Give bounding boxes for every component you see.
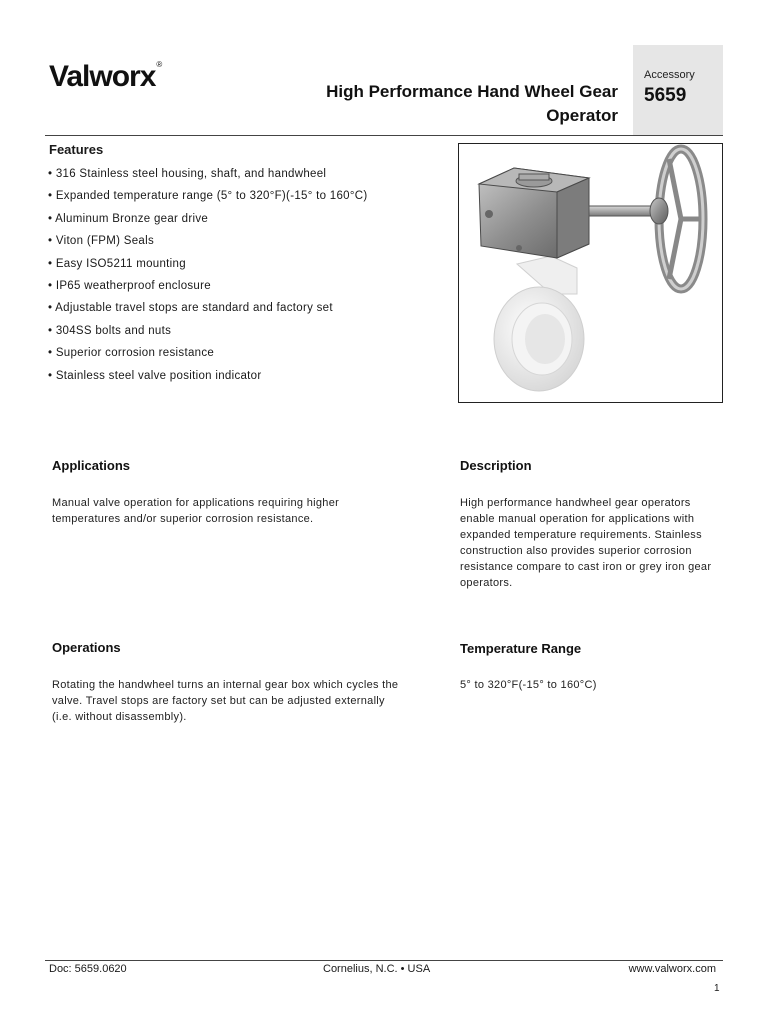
accessory-label: Accessory (644, 69, 695, 81)
feature-item: • Expanded temperature range (5° to 320°F)(-15° to 160°C) (48, 190, 368, 203)
page-number: 1 (714, 983, 720, 994)
footer-website: www.valworx.com (628, 963, 716, 975)
gear-operator-illustration (459, 144, 722, 402)
feature-item: • IP65 weatherproof enclosure (48, 279, 211, 292)
operations-body: Rotating the handwheel turns an internal gear box which cycles the valve. Travel stops are factory set but can be adjusted externally (i.e. without disassembly). (52, 679, 399, 723)
document-title (258, 80, 618, 128)
feature-item: • Adjustable travel stops are standard and factory set (48, 302, 333, 315)
logo-text: Valworx (49, 60, 156, 93)
footer-doc-number: Doc: 5659.0620 (49, 963, 127, 975)
feature-item: • Easy ISO5211 mounting (48, 257, 186, 270)
description-heading: Description (460, 458, 532, 473)
footer-location: Cornelius, N.C. • USA (323, 963, 431, 975)
features-list (48, 166, 368, 390)
feature-item: • Viton (FPM) Seals (48, 235, 155, 248)
title-line-1: High Performance Hand Wheel Gear (326, 82, 618, 101)
product-photo (458, 143, 723, 403)
feature-item: • Aluminum Bronze gear drive (48, 212, 209, 225)
feature-item: • 304SS bolts and nuts (48, 324, 172, 337)
registered-mark: ® (156, 60, 162, 69)
accessory-number: 5659 (644, 85, 687, 106)
temperature-range-body: 5° to 320°F(-15° to 160°C) (460, 679, 597, 691)
description-body: High performance handwheel gear operators enable manual operation for applications with expanded temperature requirements. Stainless construction also provides superior corrosion resistance compare to cast iron or grey iron gear operators. (460, 497, 712, 589)
valworx-logo (49, 60, 161, 94)
header-divider (45, 135, 723, 136)
feature-item: • Stainless steel valve position indicator (48, 369, 262, 382)
feature-item: • Superior corrosion resistance (48, 347, 215, 360)
applications-heading: Applications (52, 458, 131, 473)
operations-heading: Operations (52, 640, 121, 655)
applications-body: Manual valve operation for applications requiring higher temperatures and/or superior corrosion resistance. (52, 497, 340, 525)
features-heading: Features (49, 142, 104, 157)
footer-divider (45, 960, 723, 961)
accessory-box (633, 45, 723, 135)
temperature-range-heading: Temperature Range (460, 641, 582, 656)
title-line-2: Operator (546, 106, 618, 125)
feature-item: • 316 Stainless steel housing, shaft, and handwheel (48, 168, 327, 180)
